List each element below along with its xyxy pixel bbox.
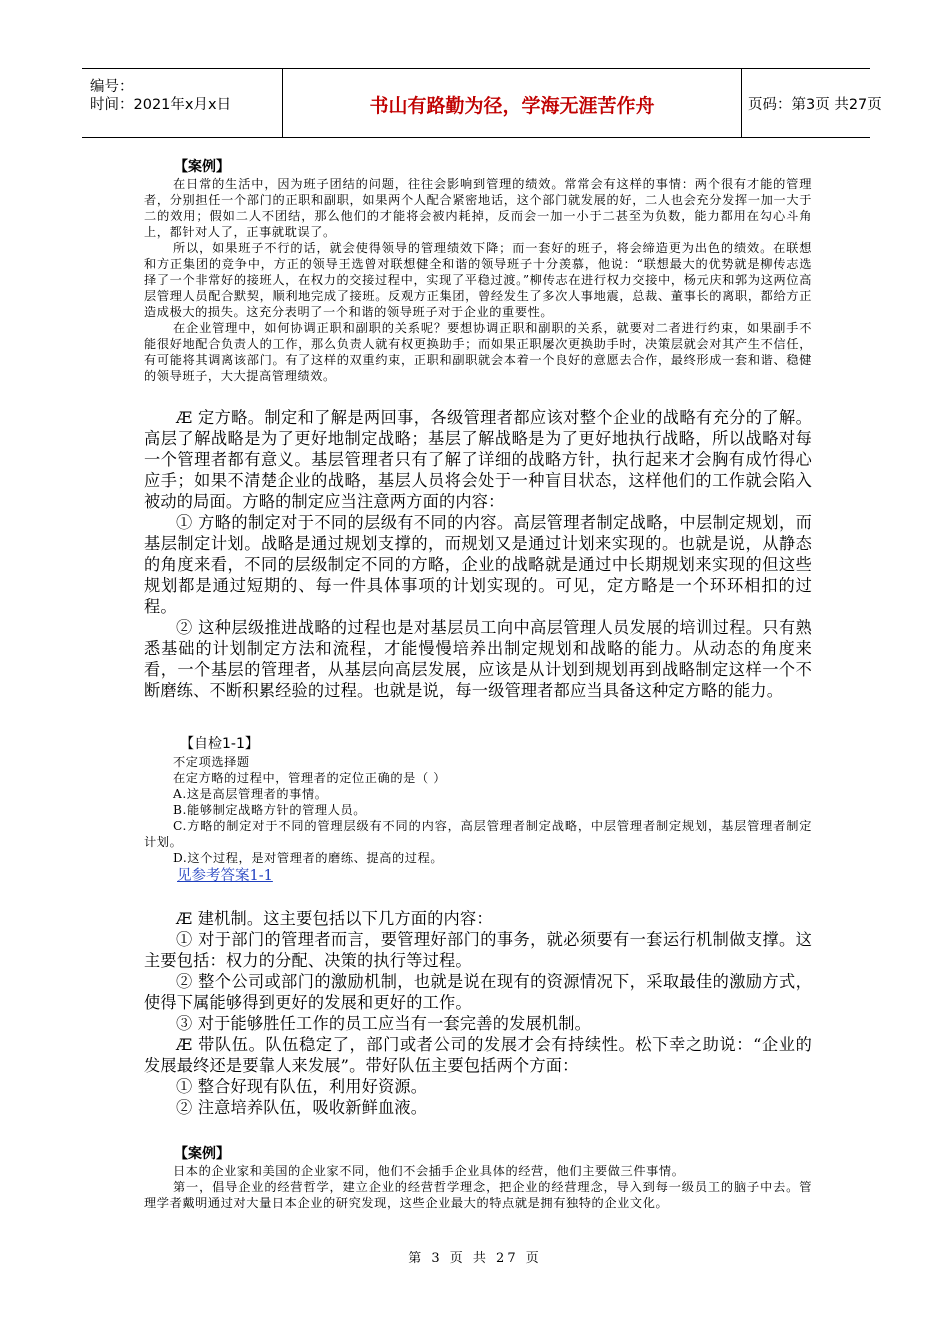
body-paragraph: ② 注意培养队伍，吸收新鲜血液。 [176, 1098, 428, 1117]
body-paragraph: ① 整合好现有队伍，利用好资源。 [176, 1077, 428, 1096]
mechanism-section [144, 908, 812, 1118]
question-type: 不定项选择题 [173, 755, 250, 769]
header-page-label: 页码：第3页 共27页 [748, 97, 882, 113]
case-section-1 [144, 158, 812, 384]
header-motto: 书山有路勤为径，学海无涯苦作舟 [369, 95, 655, 117]
case-paragraph: 在日常的生活中，因为班子团结的问题，往往会影响到管理的绩效。常常会有这样的事情：两个很有才能的管理者，分别担任一个部门的正职和副职，如果两个人配合紧密地话，这个部门就发展的好，二人也会充分发挥一加一大于二的效用；假如二人不团结，那么他们的才能将会被内耗掉，反而会一加一小于二甚至为负数，能力都用在勾心斗角上，都针对人了，正事就耽误了。 [144, 177, 812, 239]
body-paragraph: ③ 对于能够胜任工作的员工应当有一套完善的发展机制。 [176, 1014, 592, 1033]
header-left-cell [82, 69, 282, 137]
body-paragraph: ① 方略的制定对于不同的层级有不同的内容。高层管理者制定战略，中层制定规划，而基层制定计划。战略是通过规划支撑的，而规划又是通过计划来实现的。也就是说，从静态的角度来看，不同的层级制定不同的方略，企业的战略就是通过中长期规划来实现的但这些规划都是通过短期的、每一件具体事项的计划实现的。可见，定方略是一个环环相扣的过程。 [144, 513, 812, 616]
question-option: D.这个过程，是对管理者的磨练、提高的过程。 [173, 851, 444, 865]
body-paragraph: ② 这种层级推进战略的过程也是对基层员工向中高层管理人员发展的培训过程。只有熟悉基础的计划制定方法和流程，才能慢慢培养出制定规划和战略的能力。从动态的角度来看，一个基层的管理者，从基层向高层发展，应该是从计划到规划再到战略制定这样一个不断磨练、不断积累经验的过程。也就是说，每一级管理者都应当具备这种定方略的能力。 [144, 618, 812, 700]
question-option: B.能够制定战略方针的管理人员。 [173, 803, 367, 817]
body-paragraph: Æ 建机制。这主要包括以下几方面的内容： [176, 909, 493, 928]
body-paragraph: Æ 定方略。制定和了解是两回事，各级管理者都应该对整个企业的战略有充分的了解。高层了解战略是为了更好地制定战略；基层了解战略是为了更好地执行战略，所以战略对每一个管理者都有意义。基层管理者只有了解了详细的战略方针，执行起来才会胸有成竹得心应手；如果不清楚企业的战略，基层人员将会处于一种盲目状态，这样他们的工作就会陷入被动的局面。方略的制定应当注意两方面的内容： [144, 408, 812, 511]
body-paragraph: Æ 带队伍。队伍稳定了，部门或者公司的发展才会有持续性。松下幸之助说：“企业的发展最终还是要靠人来发展”。带好队伍主要包括两个方面： [144, 1035, 812, 1075]
strategy-section [144, 407, 812, 701]
body-paragraph: ① 对于部门的管理者而言，要管理好部门的事务，就必须要有一套运行机制做支撑。这主要包括：权力的分配、决策的执行等过程。 [144, 930, 812, 970]
case-title: 【案例】 [174, 159, 230, 175]
question-text: 在定方略的过程中，管理者的定位正确的是（ ） [173, 771, 447, 785]
case-paragraph: 日本的企业家和美国的企业家不同，他们不会插手企业具体的经营，他们主要做三件事情。 [173, 1164, 685, 1178]
header-right-cell [742, 69, 882, 137]
question-option: C.方略的制定对于不同的管理层级有不同的内容，高层管理者制定战略，中层管理者制定规划，基层管理者制定计划。 [144, 819, 812, 849]
page-footer: 第 3 页 共 27 页 [408, 1251, 542, 1266]
selfcheck-section [144, 734, 812, 886]
header-center-cell [282, 69, 742, 137]
selfcheck-title: 【自检1-1】 [180, 736, 259, 752]
header-table [82, 68, 882, 138]
case-paragraph: 第一，倡导企业的经营哲学，建立企业的经营哲学理念，把企业的经营理念，导入到每一级员工的脑子中去。管理学者戴明通过对大量日本企业的研究发现，这些企业最大的特点就是拥有独特的企业文化。 [144, 1180, 812, 1210]
answer-link[interactable]: 见参考答案1-1 [177, 868, 273, 884]
case-paragraph: 所以，如果班子不行的话，就会使得领导的管理绩效下降；而一套好的班子，将会缔造更为出色的绩效。在联想和方正集团的竞争中，方正的领导王选曾对联想健全和谐的领导班子十分羡慕，他说：“联想最大的优势就是柳传志选择了一个非常好的接班人，在权力的交接过程中，实现了平稳过渡。”柳传志在进行权力交接中，杨元庆和郭为这两位高层管理人员配合默契，顺利地完成了接班。反观方正集团，曾经发生了多次人事地震，总裁、董事长的离职，都给方正造成极大的损失。这充分表明了一个和谐的领导班子对于企业的重要性。 [144, 241, 812, 319]
document-code-label: 编号： [90, 79, 134, 95]
case-section-2 [144, 1145, 812, 1211]
question-option: A.这是高层管理者的事情。 [173, 787, 328, 801]
document-time-label: 时间：2021年x月x日 [90, 97, 232, 113]
case-paragraph: 在企业管理中，如何协调正职和副职的关系呢？要想协调正职和副职的关系，就要对二者进行约束，如果副手不能很好地配合负责人的工作，那么负责人就有权更换助手；而如果正职屡次更换助手时，决策层就会对其产生不信任，有可能将其调离该部门。有了这样的双重约束，正职和副职就会本着一个良好的意愿去合作，最终形成一套和谐、稳健的领导班子，大大提高管理绩效。 [144, 321, 812, 383]
case-title: 【案例】 [174, 1146, 230, 1162]
body-paragraph: ② 整个公司或部门的激励机制，也就是说在现有的资源情况下，采取最佳的激励方式，使得下属能够得到更好的发展和更好的工作。 [144, 972, 812, 1012]
